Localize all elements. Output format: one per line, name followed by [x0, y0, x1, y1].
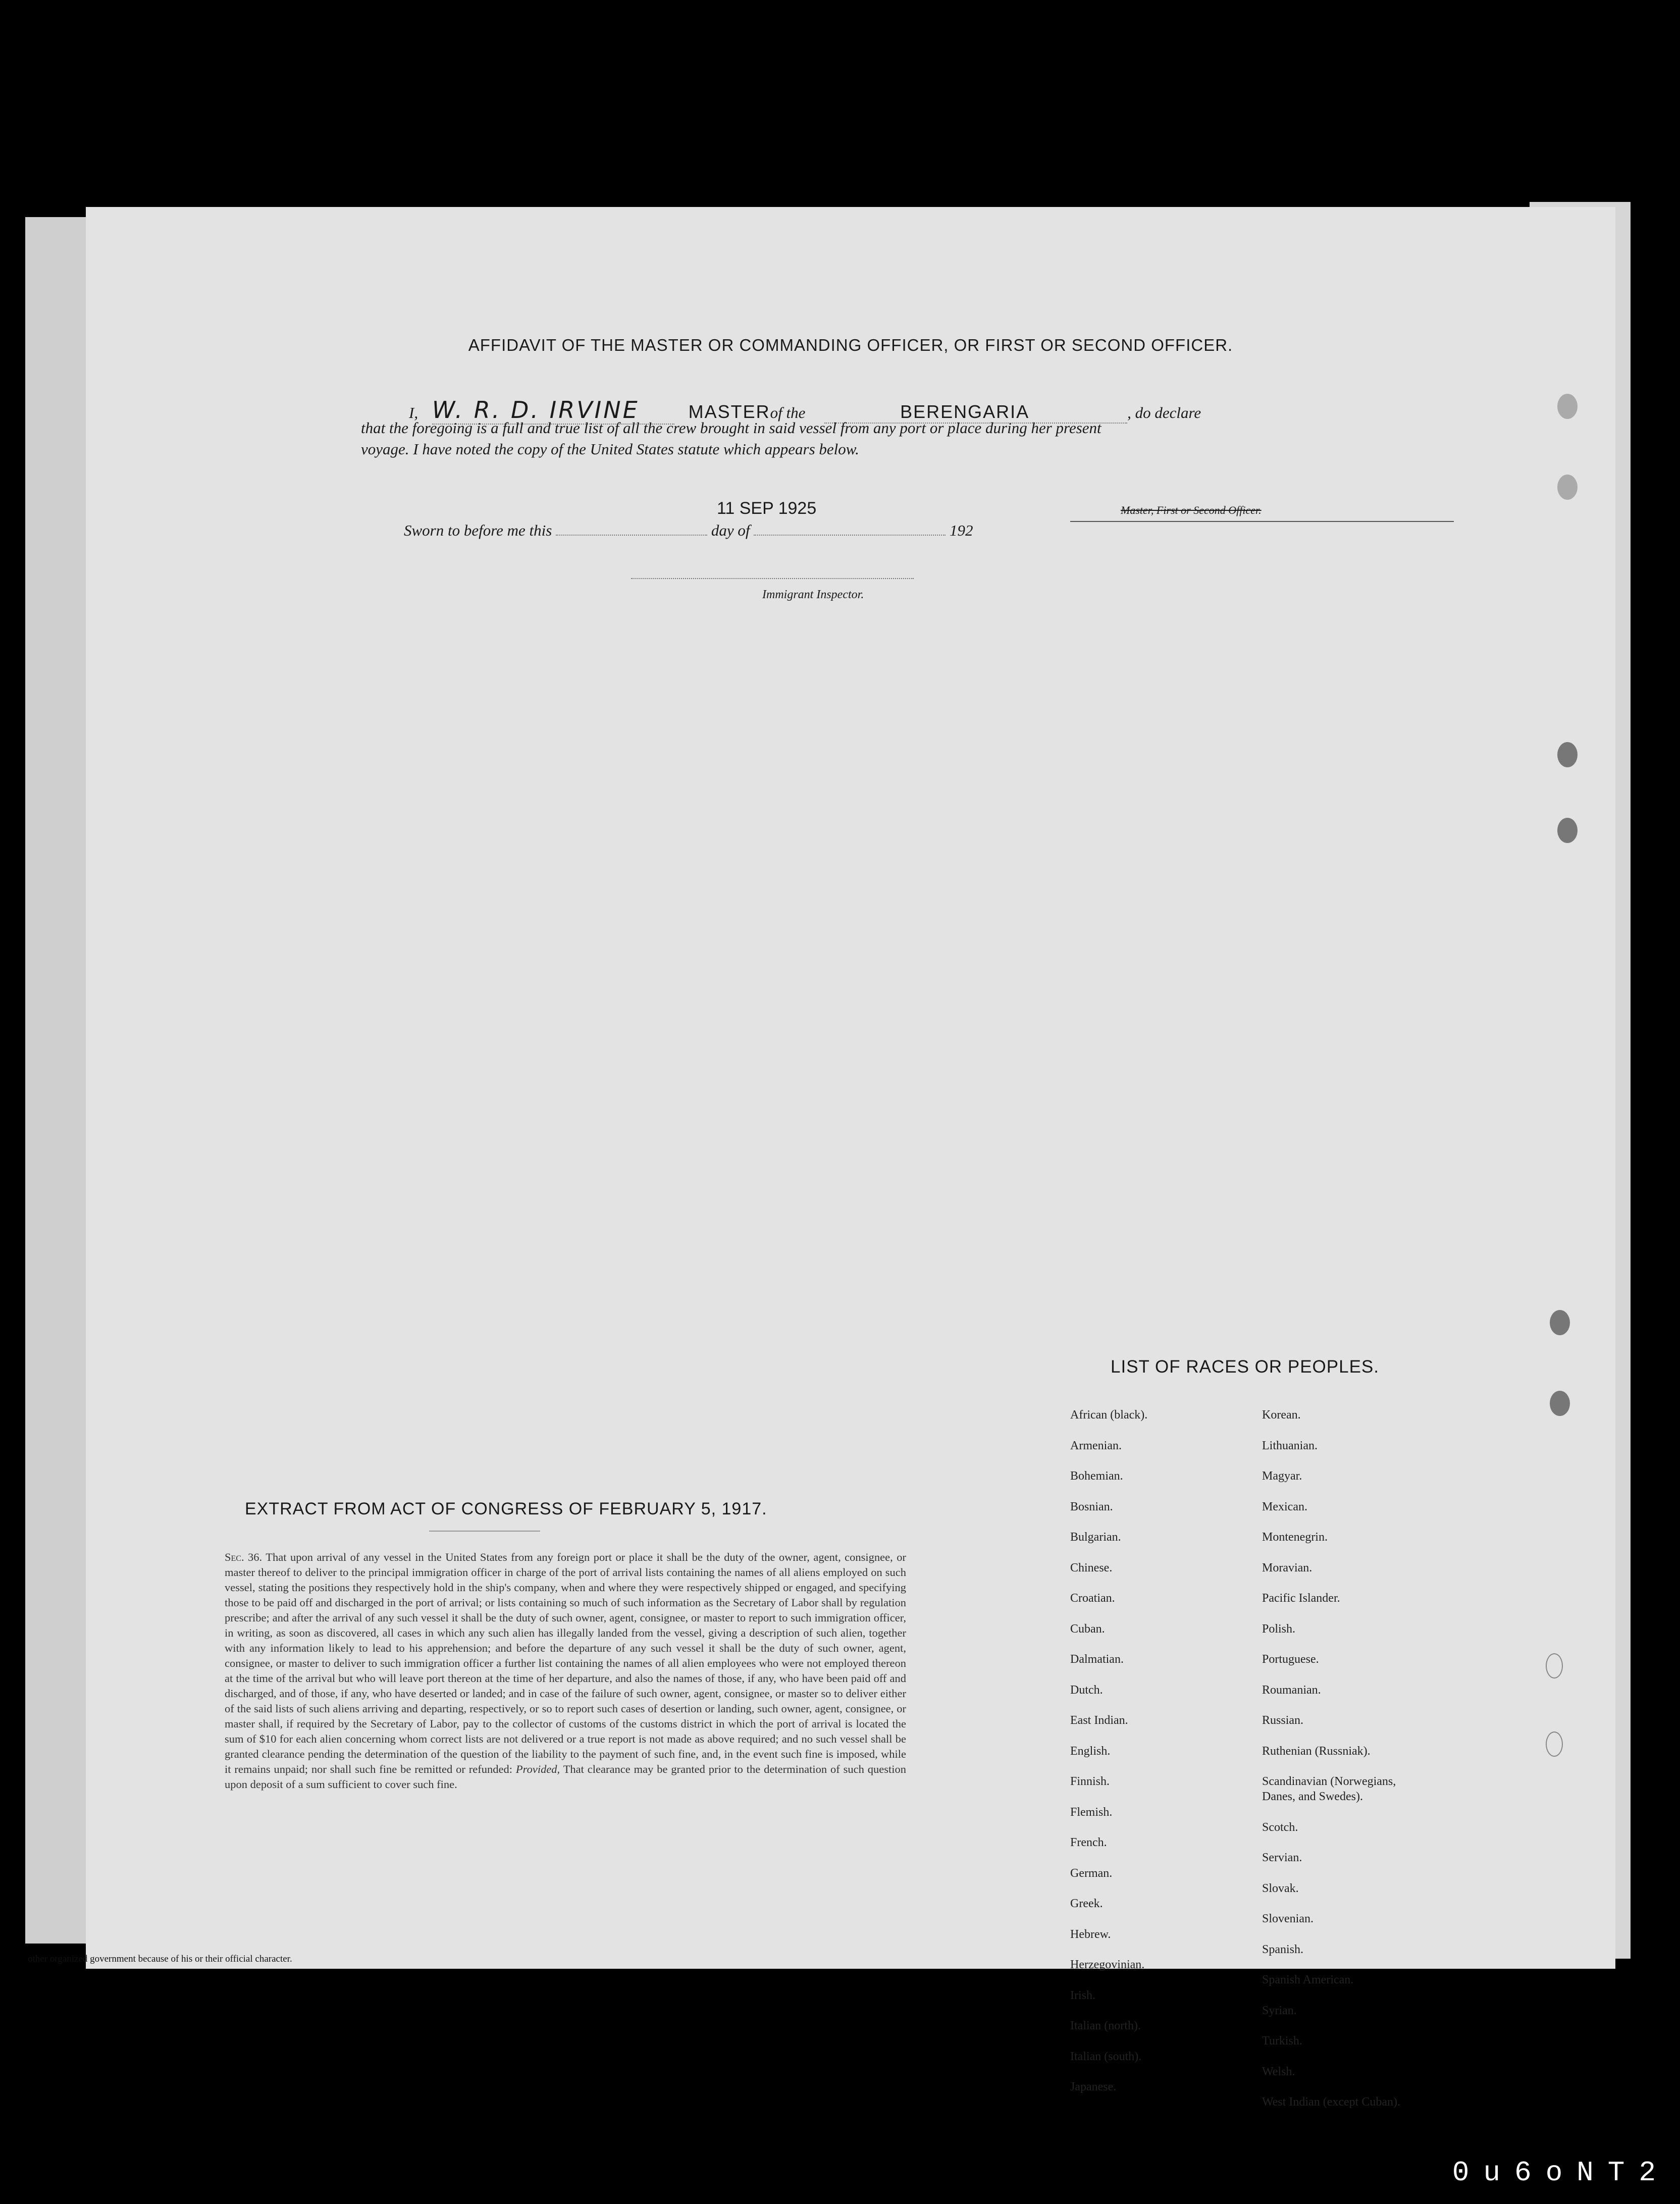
master-name: W. R. D. IRVINE — [432, 396, 674, 425]
statute-text — [225, 1550, 906, 1792]
race-item: Irish. — [1070, 1988, 1095, 2002]
affidavit-title: AFFIDAVIT OF THE MASTER OR COMMANDING OFFICER, OR FIRST OR SECOND OFFICER. — [468, 336, 1233, 354]
race-item: Mexican. — [1262, 1500, 1307, 1513]
i-label: I, — [409, 404, 418, 422]
footnote: other organized government because of his or their official character. — [28, 1954, 292, 1964]
race-item: Bohemian. — [1070, 1470, 1123, 1483]
punch-hole — [1546, 1731, 1563, 1757]
punch-hole — [1557, 475, 1578, 500]
sworn-label: Sworn to before me this — [404, 521, 552, 539]
inspector-signature-line — [631, 578, 914, 579]
race-item: Slovak. — [1262, 1881, 1299, 1895]
race-item: Japanese. — [1070, 2080, 1117, 2093]
race-item: Finnish. — [1070, 1775, 1110, 1788]
race-item: Portuguese. — [1262, 1653, 1319, 1666]
statute-provided: Provided, — [515, 1763, 560, 1775]
punch-hole — [1557, 394, 1578, 419]
races-title: LIST OF RACES OR PEOPLES. — [1111, 1357, 1380, 1377]
affidavit-line-3: voyage. I have noted the copy of the United States statute which appears below. — [361, 440, 859, 458]
race-item: Dutch. — [1070, 1683, 1103, 1697]
race-item: Welsh. — [1262, 2065, 1295, 2078]
officer-signature-line — [1070, 521, 1454, 522]
statute-body: That upon arrival of any vessel in the United States from any foreign port or place it shall be the duty of the owner, agent, consignee, or master thereof to deliver to the principal immigration officer in charge of the port of arrival lists containing the names of all aliens employed on such vessel, stating the positions they respectively hold in the ship's company, when and where they were respectively shipped or engaged, and specifying those to be paid off and discharged in the port of arrival; or lists containing so much of such information as the Secretary of Labor shall by regulation prescribe; and after the arrival of any such vessel it shall be the duty of such owner, agent, consignee, or master to report to such immigration officer, in writing, as soon as discovered, all cases in which any such alien has illegally landed from the vessel, giving a description of such alien, together with any information likely to lead to his apprehension; and before the departure of any such vessel it shall be the duty of such owner, agent, consignee, or master to deliver to such immigration officer a further list containing the names of all alien employees who were not employed thereon at the time of the arrival but who will leave port thereon at the time of her departure, and also the names of those, if any, who have been paid off and discharged, and of those, if any, who have deserted or landed; and in case of the failure of such owner, agent, consignee, or master so to deliver either of the said lists of such aliens arriving and departing, respectively, or so to report such cases of desertion or landing, such owner, agent, consignee, or master shall, if required by the Secretary of Labor, pay to the collector of customs of the customs district in which the port of arrival is located the sum of $10 for each alien concerning whom correct lists are not delivered or a true report is not made as above required; and no such vessel shall be granted clearance pending the determination of the question of the liability to the payment of such fine, and, in the event such fine is imposed, while it remains unpaid; nor shall such fine be remitted or refunded: — [225, 1551, 906, 1775]
race-item: German. — [1070, 1866, 1113, 1880]
race-item: Polish. — [1262, 1622, 1296, 1636]
officer-title-struck: Master, First or Second Officer. — [1121, 504, 1262, 516]
race-item: Italian (north). — [1070, 2019, 1141, 2032]
race-item: Herzegovinian. — [1070, 1958, 1145, 1971]
manifest-page — [86, 207, 1615, 2109]
race-item: Flemish. — [1070, 1805, 1113, 1819]
race-item: Lithuanian. — [1262, 1439, 1318, 1452]
race-item: Servian. — [1262, 1851, 1302, 1864]
punch-hole — [1557, 742, 1578, 767]
punch-hole — [1550, 1391, 1570, 1416]
race-item: Magyar. — [1262, 1470, 1302, 1483]
race-item: Greek. — [1070, 1897, 1103, 1910]
race-item: French. — [1070, 1836, 1107, 1849]
extract-title: EXTRACT FROM ACT OF CONGRESS OF FEBRUARY 5, 1917. — [245, 1499, 767, 1518]
race-item: Croatian. — [1070, 1592, 1115, 1605]
race-item: Hebrew. — [1070, 1927, 1111, 1941]
affidavit-line-2: that the foregoing is a full and true list of all the crew brought in said vessel from any port or place during her present — [361, 419, 1101, 437]
race-item: English. — [1070, 1744, 1111, 1758]
declare-label: , do declare — [1127, 404, 1201, 422]
punch-hole — [1550, 1310, 1570, 1335]
vessel-name: BERENGARIA — [824, 401, 1127, 424]
rank-field: MASTER — [688, 401, 770, 422]
extract-rule — [429, 1531, 540, 1532]
race-item: Danes, and Swedes). — [1262, 1790, 1363, 1803]
race-item: Bosnian. — [1070, 1500, 1113, 1513]
previous-page-strip — [25, 217, 86, 1944]
race-item: Pacific Islander. — [1262, 1592, 1340, 1605]
race-item: Armenian. — [1070, 1439, 1122, 1452]
race-item: East Indian. — [1070, 1714, 1128, 1727]
race-item: Russian. — [1262, 1714, 1304, 1727]
year-prefix: 192 — [949, 521, 973, 539]
race-item: Dalmatian. — [1070, 1653, 1124, 1666]
race-item: Ruthenian (Russniak). — [1262, 1744, 1371, 1758]
race-item: Moravian. — [1262, 1561, 1312, 1575]
race-item: Korean. — [1262, 1408, 1301, 1422]
race-item: Turkish. — [1262, 2034, 1302, 2048]
inspector-label: Immigrant Inspector. — [762, 588, 864, 601]
of-the-label: of the — [770, 404, 806, 422]
race-item: Chinese. — [1070, 1561, 1113, 1575]
race-item: Bulgarian. — [1070, 1531, 1121, 1544]
race-item: Syrian. — [1262, 2004, 1297, 2017]
day-of-label: day of — [711, 521, 750, 539]
race-item: Roumanian. — [1262, 1683, 1321, 1697]
race-item: Cuban. — [1070, 1622, 1105, 1636]
race-item: Scandinavian (Norwegians, — [1262, 1775, 1396, 1788]
punch-hole — [1546, 1653, 1563, 1678]
race-item: Spanish American. — [1262, 1973, 1354, 1986]
race-item: West Indian (except Cuban). — [1262, 2095, 1400, 2109]
race-item: Montenegrin. — [1262, 1531, 1328, 1544]
section-number: Sec. 36. — [225, 1551, 262, 1563]
race-item: Spanish. — [1262, 1943, 1304, 1956]
race-item: Scotch. — [1262, 1820, 1298, 1834]
punch-hole — [1557, 818, 1578, 843]
film-frame-code: 0u6oNT2 — [1452, 2157, 1670, 2189]
statute-tail: That clearance may be granted prior to the determination of such question upon deposit of a sum sufficient to cover such fine. — [225, 1763, 907, 1791]
race-item: Italian (south). — [1070, 2050, 1142, 2063]
date-stamp: 11 SEP 1925 — [717, 499, 817, 518]
race-item: Slovenian. — [1262, 1912, 1314, 1925]
race-item: African (black). — [1070, 1408, 1148, 1422]
sworn-line — [404, 521, 973, 540]
